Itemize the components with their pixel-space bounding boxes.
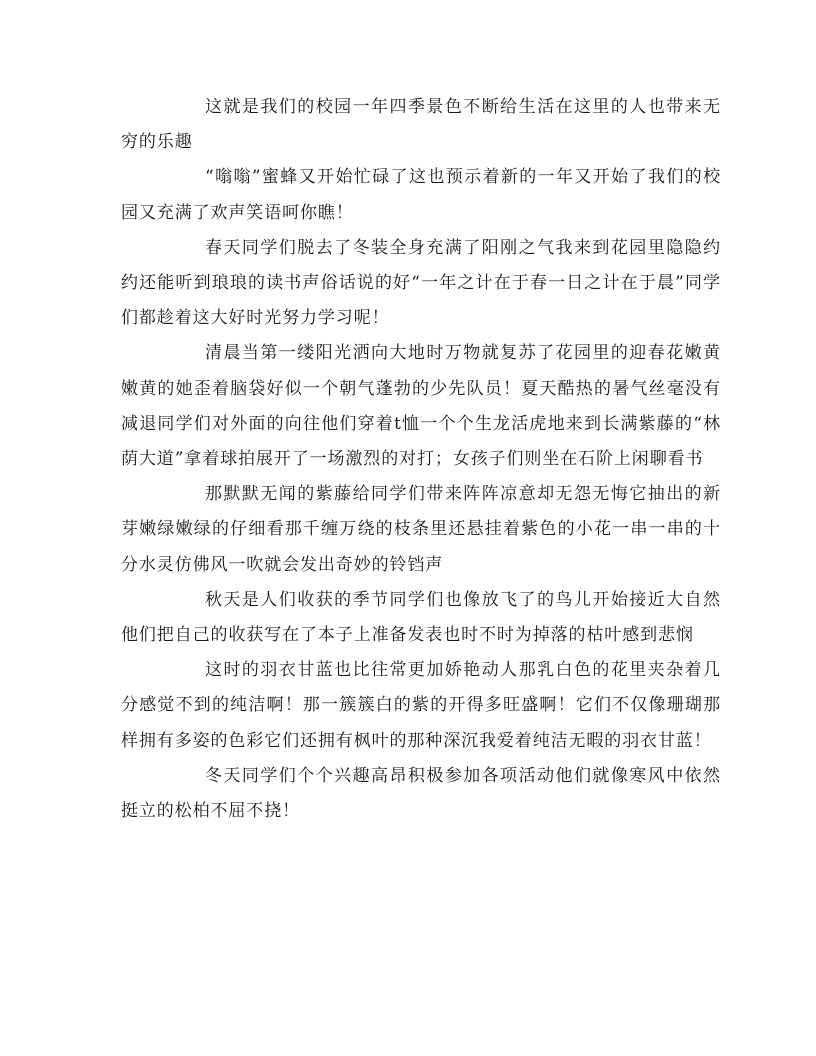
paragraph: 这就是我们的校园一年四季景色不断给生活在这里的人也带来无穷的乐趣 — [121, 97, 721, 153]
paragraph: “嗡嗡”蜜蜂又开始忙碌了这也预示着新的一年又开始了我们的校园又充满了欢声笑语呵你瞧！ — [121, 167, 721, 223]
paragraph: 秋天是人们收获的季节同学们也像放飞了的鸟儿开始接近大自然他们把自己的收获写在了本子上准备发表也时不时为掉落的枯叶感到悲悯 — [121, 589, 721, 646]
paragraph: 清晨当第一缕阳光洒向大地时万物就复苏了花园里的迎春花嫩黄嫩黄的她歪着脑袋好似一个朝气蓬勃的少先队员！夏天酷热的暑气丝毫没有减退同学们对外面的向往他们穿着t恤一个个生龙活虎地来到长满紫藤的“林荫大道”拿着球拍展开了一场激烈的对打；女孩子们则坐在石阶上闲聊看书 — [121, 343, 721, 470]
paragraph: 春天同学们脱去了冬装全身充满了阳刚之气我来到花园里隐隐约约还能听到琅琅的读书声俗话说的好“一年之计在于春一日之计在于晨”同学们都趁着这大好时光努力学习呢！ — [121, 237, 721, 329]
paragraph: 这时的羽衣甘蓝也比往常更加娇艳动人那乳白色的花里夹杂着几分感觉不到的纯洁啊！那一簇簇白的紫的开得多旺盛啊！它们不仅像珊瑚那样拥有多姿的色彩它们还拥有枫叶的那种深沉我爱着纯洁无暇的羽衣甘蓝！ — [121, 660, 721, 751]
document-body — [121, 90, 721, 829]
paragraph: 冬天同学们个个兴趣高昂积极参加各项活动他们就像寒风中依然挺立的松柏不屈不挠！ — [121, 765, 721, 822]
paragraph: 那默默无闻的紫藤给同学们带来阵阵凉意却无怨无悔它抽出的新芽嫩绿嫩绿的仔细看那千缠万绕的枝条里还悬挂着紫色的小花一串一串的十分水灵仿佛风一吹就会发出奇妙的铃铛声 — [121, 484, 721, 575]
